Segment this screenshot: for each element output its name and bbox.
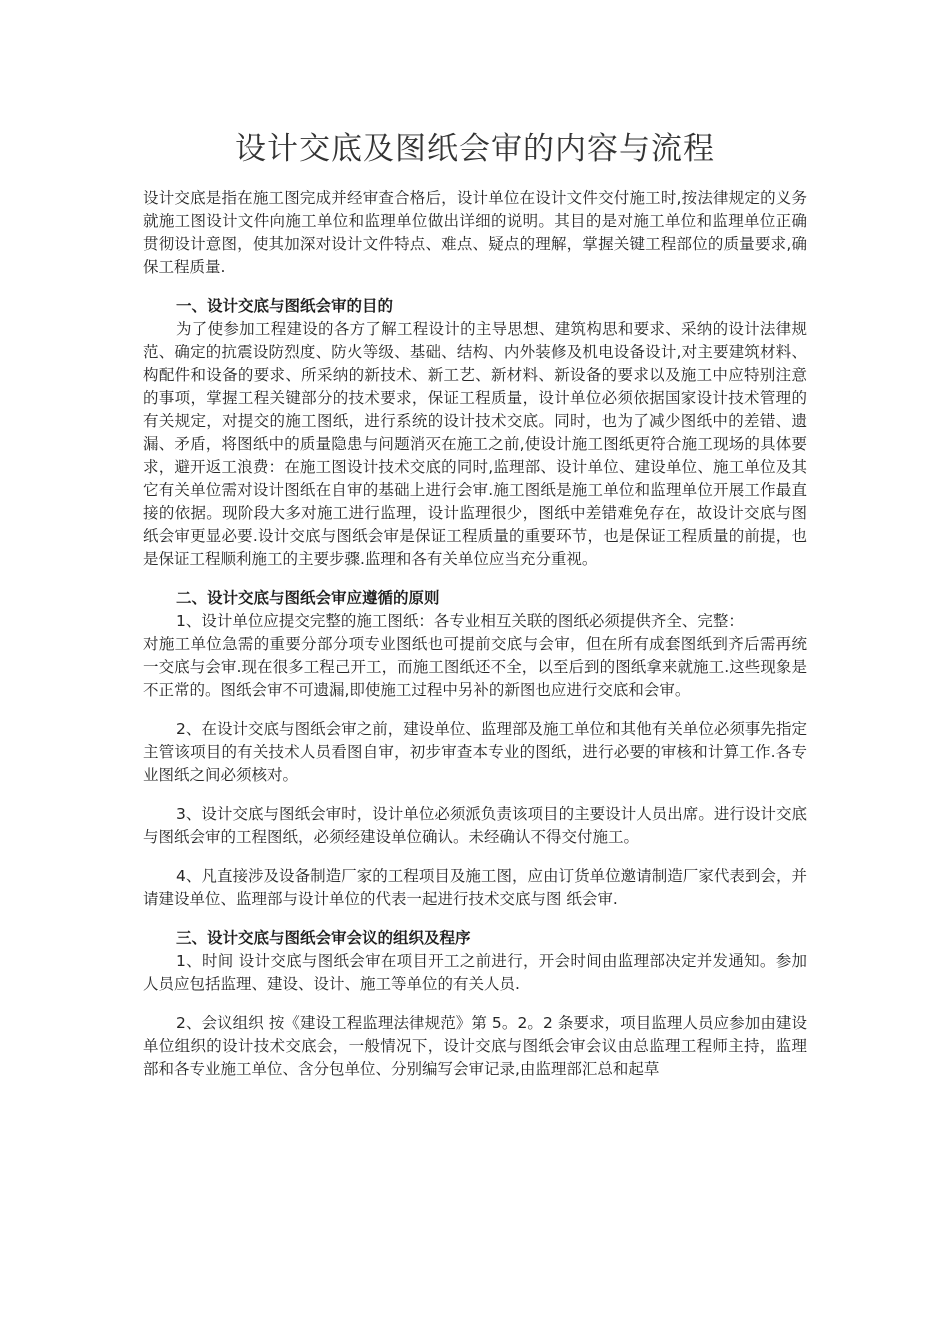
intro-paragraph: 设计交底是指在施工图完成并经审查合格后，设计单位在设计文件交付施工时,按法律规定的义务就施工图设计文件向施工单位和监理单位做出详细的说明。其目的是对施工单位和监理单位正确贯彻设计意图，使其加深对设计文件特点、难点、疑点的理解，掌握关键工程部位的质量要求,确保工程质量. [143, 189, 807, 276]
section-2-item-1-rest: 对施工单位急需的重要分部分项专业图纸也可提前交底与会审，但在所有成套图纸到齐后需再统一交底与会审.现在很多工程己开工，而施工图纸还不全，以至后到的图纸拿来就施工.这些现象是不正常的。图纸会审不可遗漏,即使施工过程中另补的新图也应进行交底和会审。 [143, 635, 807, 699]
section-3-heading: 三、设计交底与图纸会审会议的组织及程序 [176, 929, 471, 947]
section-3-item-1: 1、时间 设计交底与图纸会审在项目开工之前进行，开会时间由监理部决定并发通知。参加人员应包括监理、建设、设计、施工等单位的有关人员. [143, 952, 807, 993]
section-2-item-4: 4、凡直接涉及设备制造厂家的工程项目及施工图，应由订货单位邀请制造厂家代表到会，并请建设单位、监理部与设计单位的代表一起进行技术交底与图 纸会审. [143, 867, 807, 908]
document-title: 设计交底及图纸会审的内容与流程 [235, 131, 715, 167]
section-1-heading: 一、设计交底与图纸会审的目的 [176, 297, 394, 315]
section-1-body: 为了使参加工程建设的各方了解工程设计的主导思想、建筑构思和要求、采纳的设计法律规范、确定的抗震设防烈度、防火等级、基础、结构、内外装修及机电设备设计,对主要建筑材料、构配件和设备的要求、所采纳的新技术、新工艺、新材料、新设备的要求以及施工中应特别注意的事项，掌握工程关键部分的技术要求，保证工程质量，设计单位必须依据国家设计技术管理的有关规定，对提交的施工图纸，进行系统的设计技术交底。同时，也为了减少图纸中的差错、遗漏、矛盾，将图纸中的质量隐患与问题消灭在施工之前,使设计施工图纸更符合施工现场的具体要求，避开返工浪费：在施工图设计技术交底的同时,监理部、设计单位、建设单位、施工单位及其它有关单位需对设计图纸在自审的基础上进行会审.施工图纸是施工单位和监理单位开展工作最直接的依据。现阶段大多对施工进行监理，设计监理很少，图纸中差错难免存在，故设计交底与图纸会审更显必要.设计交底与图纸会审是保证工程质量的重要环节，也是保证工程质量的前提，也是保证工程顺利施工的主要步骤.监理和各有关单位应当充分重视。 [143, 320, 807, 568]
document-page [143, 126, 807, 1081]
section-2-item-2: 2、在设计交底与图纸会审之前，建设单位、监理部及施工单位和其他有关单位必须事先指定主管该项目的有关技术人员看图自审，初步审查本专业的图纸，进行必要的审核和计算工作.各专业图纸之间必须核对。 [143, 720, 807, 784]
section-2-item-3: 3、设计交底与图纸会审时，设计单位必须派负责该项目的主要设计人员出席。进行设计交底与图纸会审的工程图纸，必须经建设单位确认。未经确认不得交付施工。 [143, 805, 807, 846]
section-2-heading: 二、设计交底与图纸会审应遵循的原则 [176, 589, 440, 607]
section-3-item-2: 2、会议组织 按《建设工程监理法律规范》第 5。2。2 条要求，项目监理人员应参加由建设单位组织的设计技术交底会，一般情况下，设计交底与图纸会审会议由总监理工程师主持，监理部和各专业施工单位、含分包单位、分别编写会审记录,由监理部汇总和起草 [143, 1014, 807, 1078]
section-2-item-1-line-1: 1、设计单位应提交完整的施工图纸：各专业相互关联的图纸必须提供齐全、完整： [176, 612, 744, 630]
